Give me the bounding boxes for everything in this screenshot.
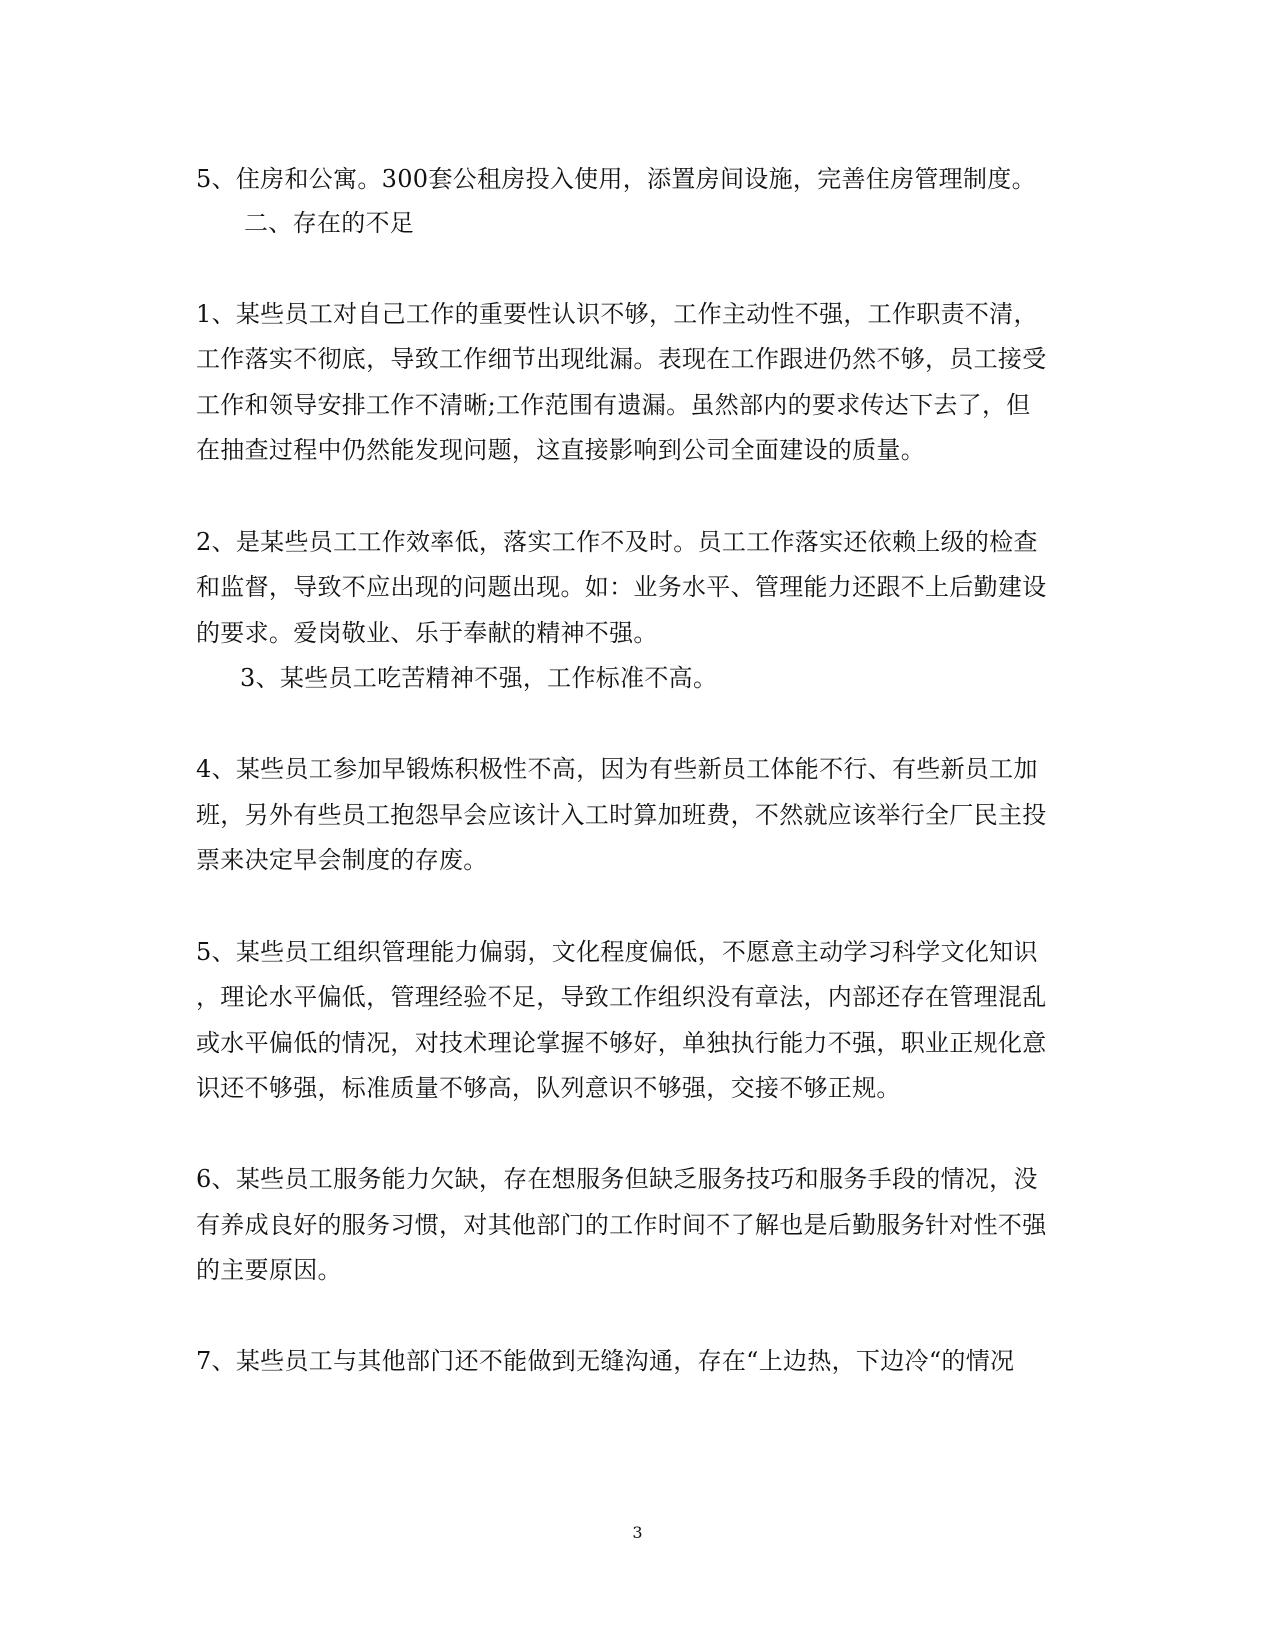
text-line: 工作落实不彻底，导致工作细节出现纰漏。表现在工作跟进仍然不够，员工接受	[196, 345, 1047, 373]
text-line: 6、某些员工服务能力欠缺，存在想服务但缺乏服务技巧和服务手段的情况，没	[196, 1165, 1038, 1193]
text-line: 识还不够强，标准质量不够高，队列意识不够强，交接不够正规。	[196, 1074, 901, 1102]
text-line: 1、某些员工对自己工作的重要性认识不够，工作主动性不强，工作职责不清，	[196, 300, 1038, 328]
text-line: 4、某些员工参加早锻炼积极性不高，因为有些新员工体能不行、有些新员工加	[196, 755, 1038, 783]
text-line: 的主要原因。	[196, 1256, 342, 1284]
text-line: ，理论水平偏低，管理经验不足，导致工作组织没有章法，内部还存在管理混乱	[196, 983, 1047, 1011]
text-line: 5、某些员工组织管理能力偏弱，文化程度偏低，不愿意主动学习科学文化知识	[196, 938, 1038, 966]
text-line: 和监督，导致不应出现的问题出现。如：业务水平、管理能力还跟不上后勤建设	[196, 573, 1047, 601]
text-line: 5、住房和公寓。300套公租房投入使用，添置房间设施，完善住房管理制度。	[196, 165, 1036, 193]
text-line: 票来决定早会制度的存废。	[196, 846, 488, 874]
text-line: 有养成良好的服务习惯，对其他部门的工作时间不了解也是后勤服务针对性不强	[196, 1211, 1047, 1239]
page-number: 3	[632, 1523, 643, 1542]
text-line: 2、是某些员工工作效率低，落实工作不及时。员工工作落实还依赖上级的检查	[196, 528, 1038, 556]
section-heading: 二、存在的不足	[244, 209, 415, 237]
text-line: 的要求。爱岗敬业、乐于奉献的精神不强。	[196, 619, 658, 647]
text-line: 工作和领导安排工作不清晰;工作范围有遗漏。虽然部内的要求传达下去了，但	[196, 391, 1031, 419]
text-line: 7、某些员工与其他部门还不能做到无缝沟通，存在“上边热，下边冷“的情况	[196, 1347, 1015, 1375]
text-line: 在抽查过程中仍然能发现问题，这直接影响到公司全面建设的质量。	[196, 436, 925, 464]
text-line: 3、某些员工吃苦精神不强，工作标准不高。	[240, 664, 718, 692]
text-line: 班，另外有些员工抱怨早会应该计入工时算加班费，不然就应该举行全厂民主投	[196, 801, 1047, 829]
text-line: 或水平偏低的情况，对技术理论掌握不够好，单独执行能力不强，职业正规化意	[196, 1029, 1047, 1057]
